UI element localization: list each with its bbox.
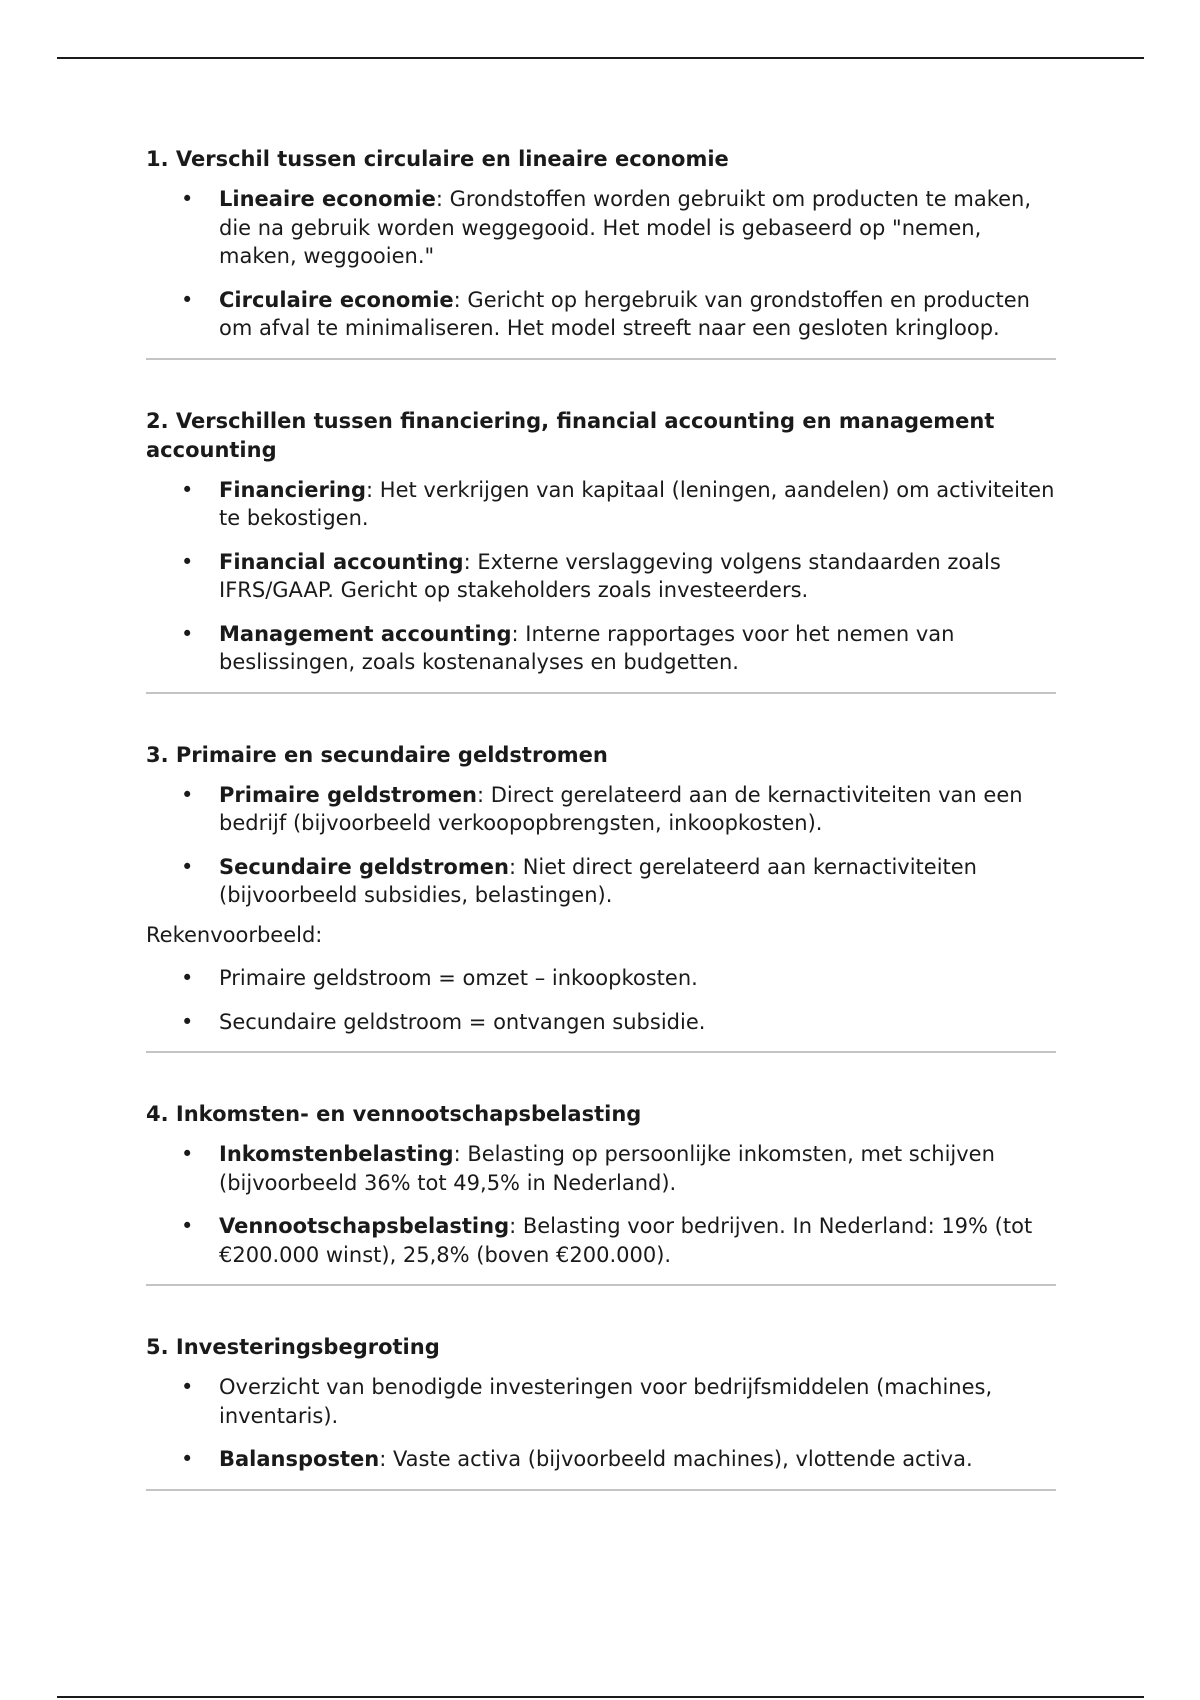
term: Circulaire economie <box>219 287 454 312</box>
list-item <box>146 476 1056 533</box>
list-item <box>146 620 1056 677</box>
document-body <box>146 145 1056 1538</box>
page-top-rule <box>57 57 1144 59</box>
list-item: • Secundaire geldstroom = ontvangen subsidie. <box>146 1008 1056 1037</box>
section-divider <box>146 358 1056 360</box>
definition: : Belasting op persoonlijke inkomsten, met schijven (bijvoorbeeld 36% tot 49,5% in Nederland). <box>219 1142 995 1195</box>
definition: : Grondstoffen worden gebruikt om producten te maken, die na gebruik worden weggegooid. Het model is gebaseerd op "nemen, maken, weggooien." <box>219 187 1032 268</box>
list-item <box>146 781 1056 838</box>
term: Lineaire economie <box>219 187 436 211</box>
definition: : Belasting voor bedrijven. In Nederland: 19% (tot €200.000 winst), 25,8% (boven €200.000). <box>219 1214 1033 1267</box>
term: Management accounting <box>219 621 512 646</box>
term: Vennootschapsbelasting <box>219 1214 510 1238</box>
term: Secundaire geldstromen <box>219 854 509 879</box>
term: Primaire geldstromen <box>219 782 478 807</box>
list-item <box>146 853 1056 910</box>
list-item <box>146 1212 1056 1269</box>
term: Balansposten <box>219 1447 380 1471</box>
section-circular-economy <box>146 145 1056 343</box>
bullet-list <box>146 781 1056 910</box>
definition: : Vaste activa (bijvoorbeeld machines), vlottende activa. <box>379 1447 973 1471</box>
section-title: 5. Investeringsbegroting <box>146 1335 440 1359</box>
definition: : Niet direct gerelateerd aan kernactiviteiten (bijvoorbeeld subsidies, belastingen). <box>219 854 977 907</box>
section-divider <box>146 1051 1056 1053</box>
term: Inkomstenbelasting <box>219 1142 454 1166</box>
list-item: • Overzicht van benodigde investeringen voor bedrijfsmiddelen (machines, inventaris). <box>146 1373 1056 1430</box>
bullet-list <box>146 476 1056 677</box>
section-investment-budget <box>146 1333 1056 1474</box>
bullet-list <box>146 185 1056 343</box>
section-taxes <box>146 1100 1056 1269</box>
list-item <box>146 185 1056 271</box>
definition: : Interne rapportages voor het nemen van beslissingen, zoals kostenanalyses en budgetten. <box>219 621 955 674</box>
bullet-list <box>146 1140 1056 1269</box>
list-item <box>146 1140 1056 1197</box>
example-label: Rekenvoorbeeld: <box>146 922 323 947</box>
page-bottom-rule <box>57 1696 1144 1698</box>
term: Financiering <box>219 477 367 502</box>
section-title: 2. Verschillen tussen financiering, financial accounting en management accounting <box>146 408 995 462</box>
definition: : Externe verslaggeving volgens standaarden zoals IFRS/GAAP. Gericht op stakeholders zoals investeerders. <box>219 549 1001 602</box>
definition: : Het verkrijgen van kapitaal (leningen, aandelen) om activiteiten te bekostigen. <box>219 477 1055 530</box>
list-item <box>146 1445 1056 1474</box>
list-item: • Primaire geldstroom = omzet – inkoopkosten. <box>146 964 1056 993</box>
section-divider <box>146 1284 1056 1286</box>
section-title: 1. Verschil tussen circulaire en lineaire economie <box>146 147 729 171</box>
definition: : Direct gerelateerd aan de kernactiviteiten van een bedrijf (bijvoorbeeld verkoopopbrengsten, inkoopkosten). <box>219 782 1023 835</box>
section-title: 4. Inkomsten- en vennootschapsbelasting <box>146 1102 642 1126</box>
section-cash-flows <box>146 741 1056 1037</box>
bullet-list <box>146 1373 1056 1474</box>
example-list <box>146 964 1056 1036</box>
list-item <box>146 286 1056 343</box>
list-item <box>146 548 1056 605</box>
definition: : Gericht op hergebruik van grondstoffen en producten om afval te minimaliseren. Het model streeft naar een gesloten kringloop. <box>219 287 1030 340</box>
section-divider <box>146 1489 1056 1491</box>
term: Financial accounting <box>219 549 464 574</box>
section-financing-accounting <box>146 407 1056 677</box>
section-divider <box>146 692 1056 694</box>
section-title: 3. Primaire en secundaire geldstromen <box>146 742 608 767</box>
